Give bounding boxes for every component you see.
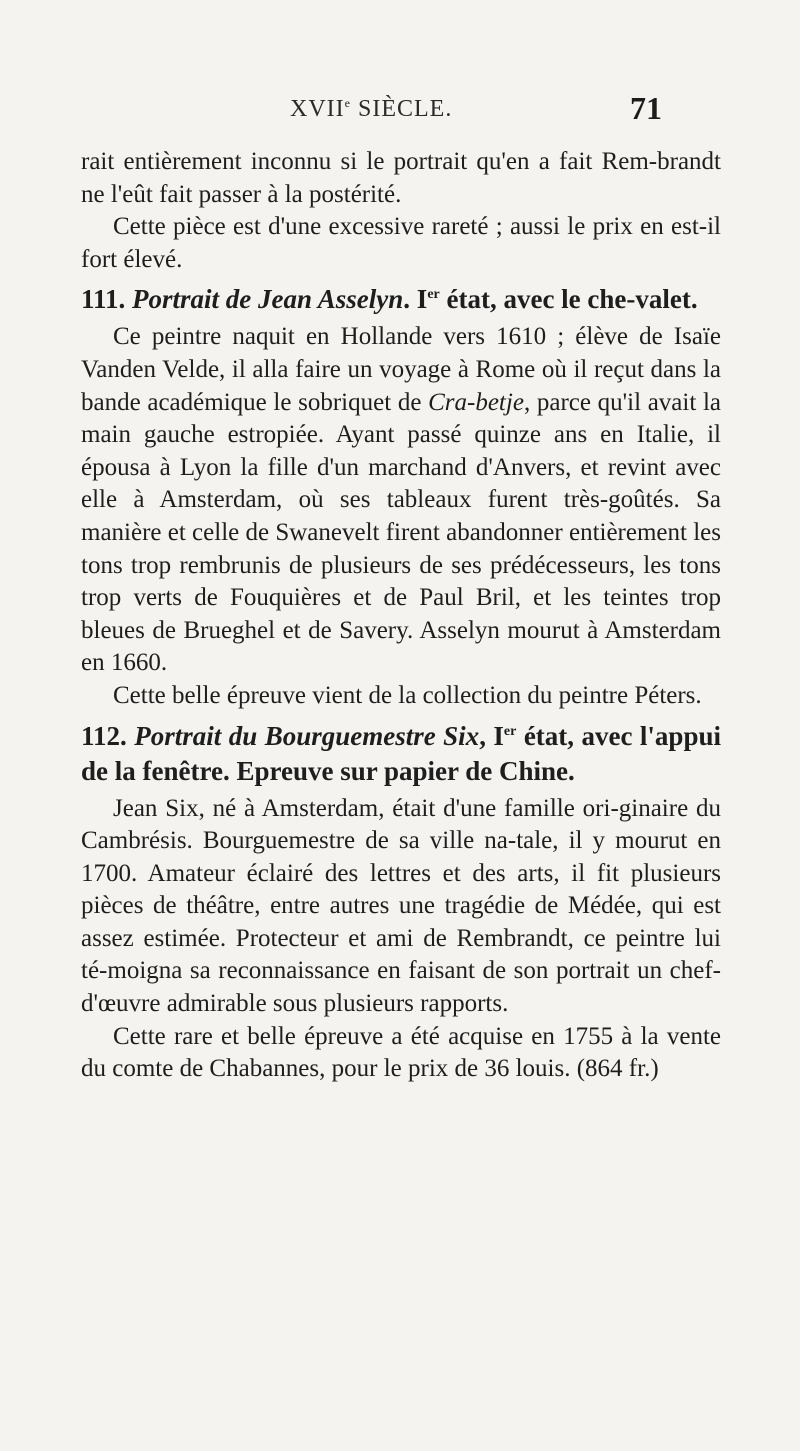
paragraph-six-provenance: Cette rare et belle épreuve a été acquise en 1755 à la vente du comte de Chabannes, pour le prix de 36 louis. (864 fr.): [81, 1022, 721, 1083]
paragraph-continuation: rait entièrement inconnu si le portrait qu'en a fait Rem-brandt ne l'eût fait passer à la postérité.: [81, 148, 721, 208]
running-head-title: XVIIe SIÈCLE.: [290, 96, 453, 122]
running-head: [0, 90, 800, 136]
paragraph-asselyn-provenance: Cette belle épreuve vient de la collection du peintre Péters.: [113, 681, 702, 709]
body-text: [81, 146, 721, 1086]
catalogue-entry-112: 112. Portrait du Bourguemestre Six, Ier état, avec l'appui de la fenêtre. Epreuve sur papier de Chine.: [81, 720, 721, 786]
catalogue-entry-111: 111. Portrait de Jean Asselyn. Ier état, avec le che-valet.: [81, 284, 698, 315]
paragraph-six-bio: Jean Six, né à Amsterdam, était d'une famille ori-ginaire du Cambrésis. Bourguemestre de sa ville na-tale, il y mourut en 1700. Amateur éclairé des lettres et des arts, il fit plusieurs pièces de théâtre, entre autres une tragédie de Médée, qui est assez estimée. Protecteur et ami de Rembrandt, ce peintre lui té-moigna sa reconnaissance en faisant de son portrait un chef-d'œuvre admirable sous plusieurs rapports.: [81, 794, 721, 1018]
paragraph-asselyn-bio: Ce peintre naquit en Hollande vers 1610 ; élève de Isaïe Vanden Velde, il alla faire un voyage à Rome où il reçut dans la bande académique le sobriquet de Cra-betje, parce qu'il avait la main gauche estropiée. Ayant passé quinze ans en Italie, il épousa à Lyon la fille d'un marchand d'Anvers, et revint avec elle à Amsterdam, où ses tableaux furent très-goûtés. Sa manière et celle de Swanevelt firent abandonner entièrement les tons trop rembrunis de plusieurs de ses prédécesseurs, les tons trop verts de Fouquières et de Paul Bril, et les teintes trop bleues de Brueghel et de Savery. Asselyn mourut à Amsterdam en 1660.: [81, 323, 722, 677]
paragraph-rarity: Cette pièce est d'une excessive rareté ; aussi le prix en est-il fort élevé.: [81, 213, 721, 273]
entry-112-title: Portrait du Bourguemestre Six: [134, 720, 480, 751]
page-number: 71: [630, 90, 662, 126]
entry-111-title: Portrait de Jean Asselyn: [132, 284, 404, 315]
